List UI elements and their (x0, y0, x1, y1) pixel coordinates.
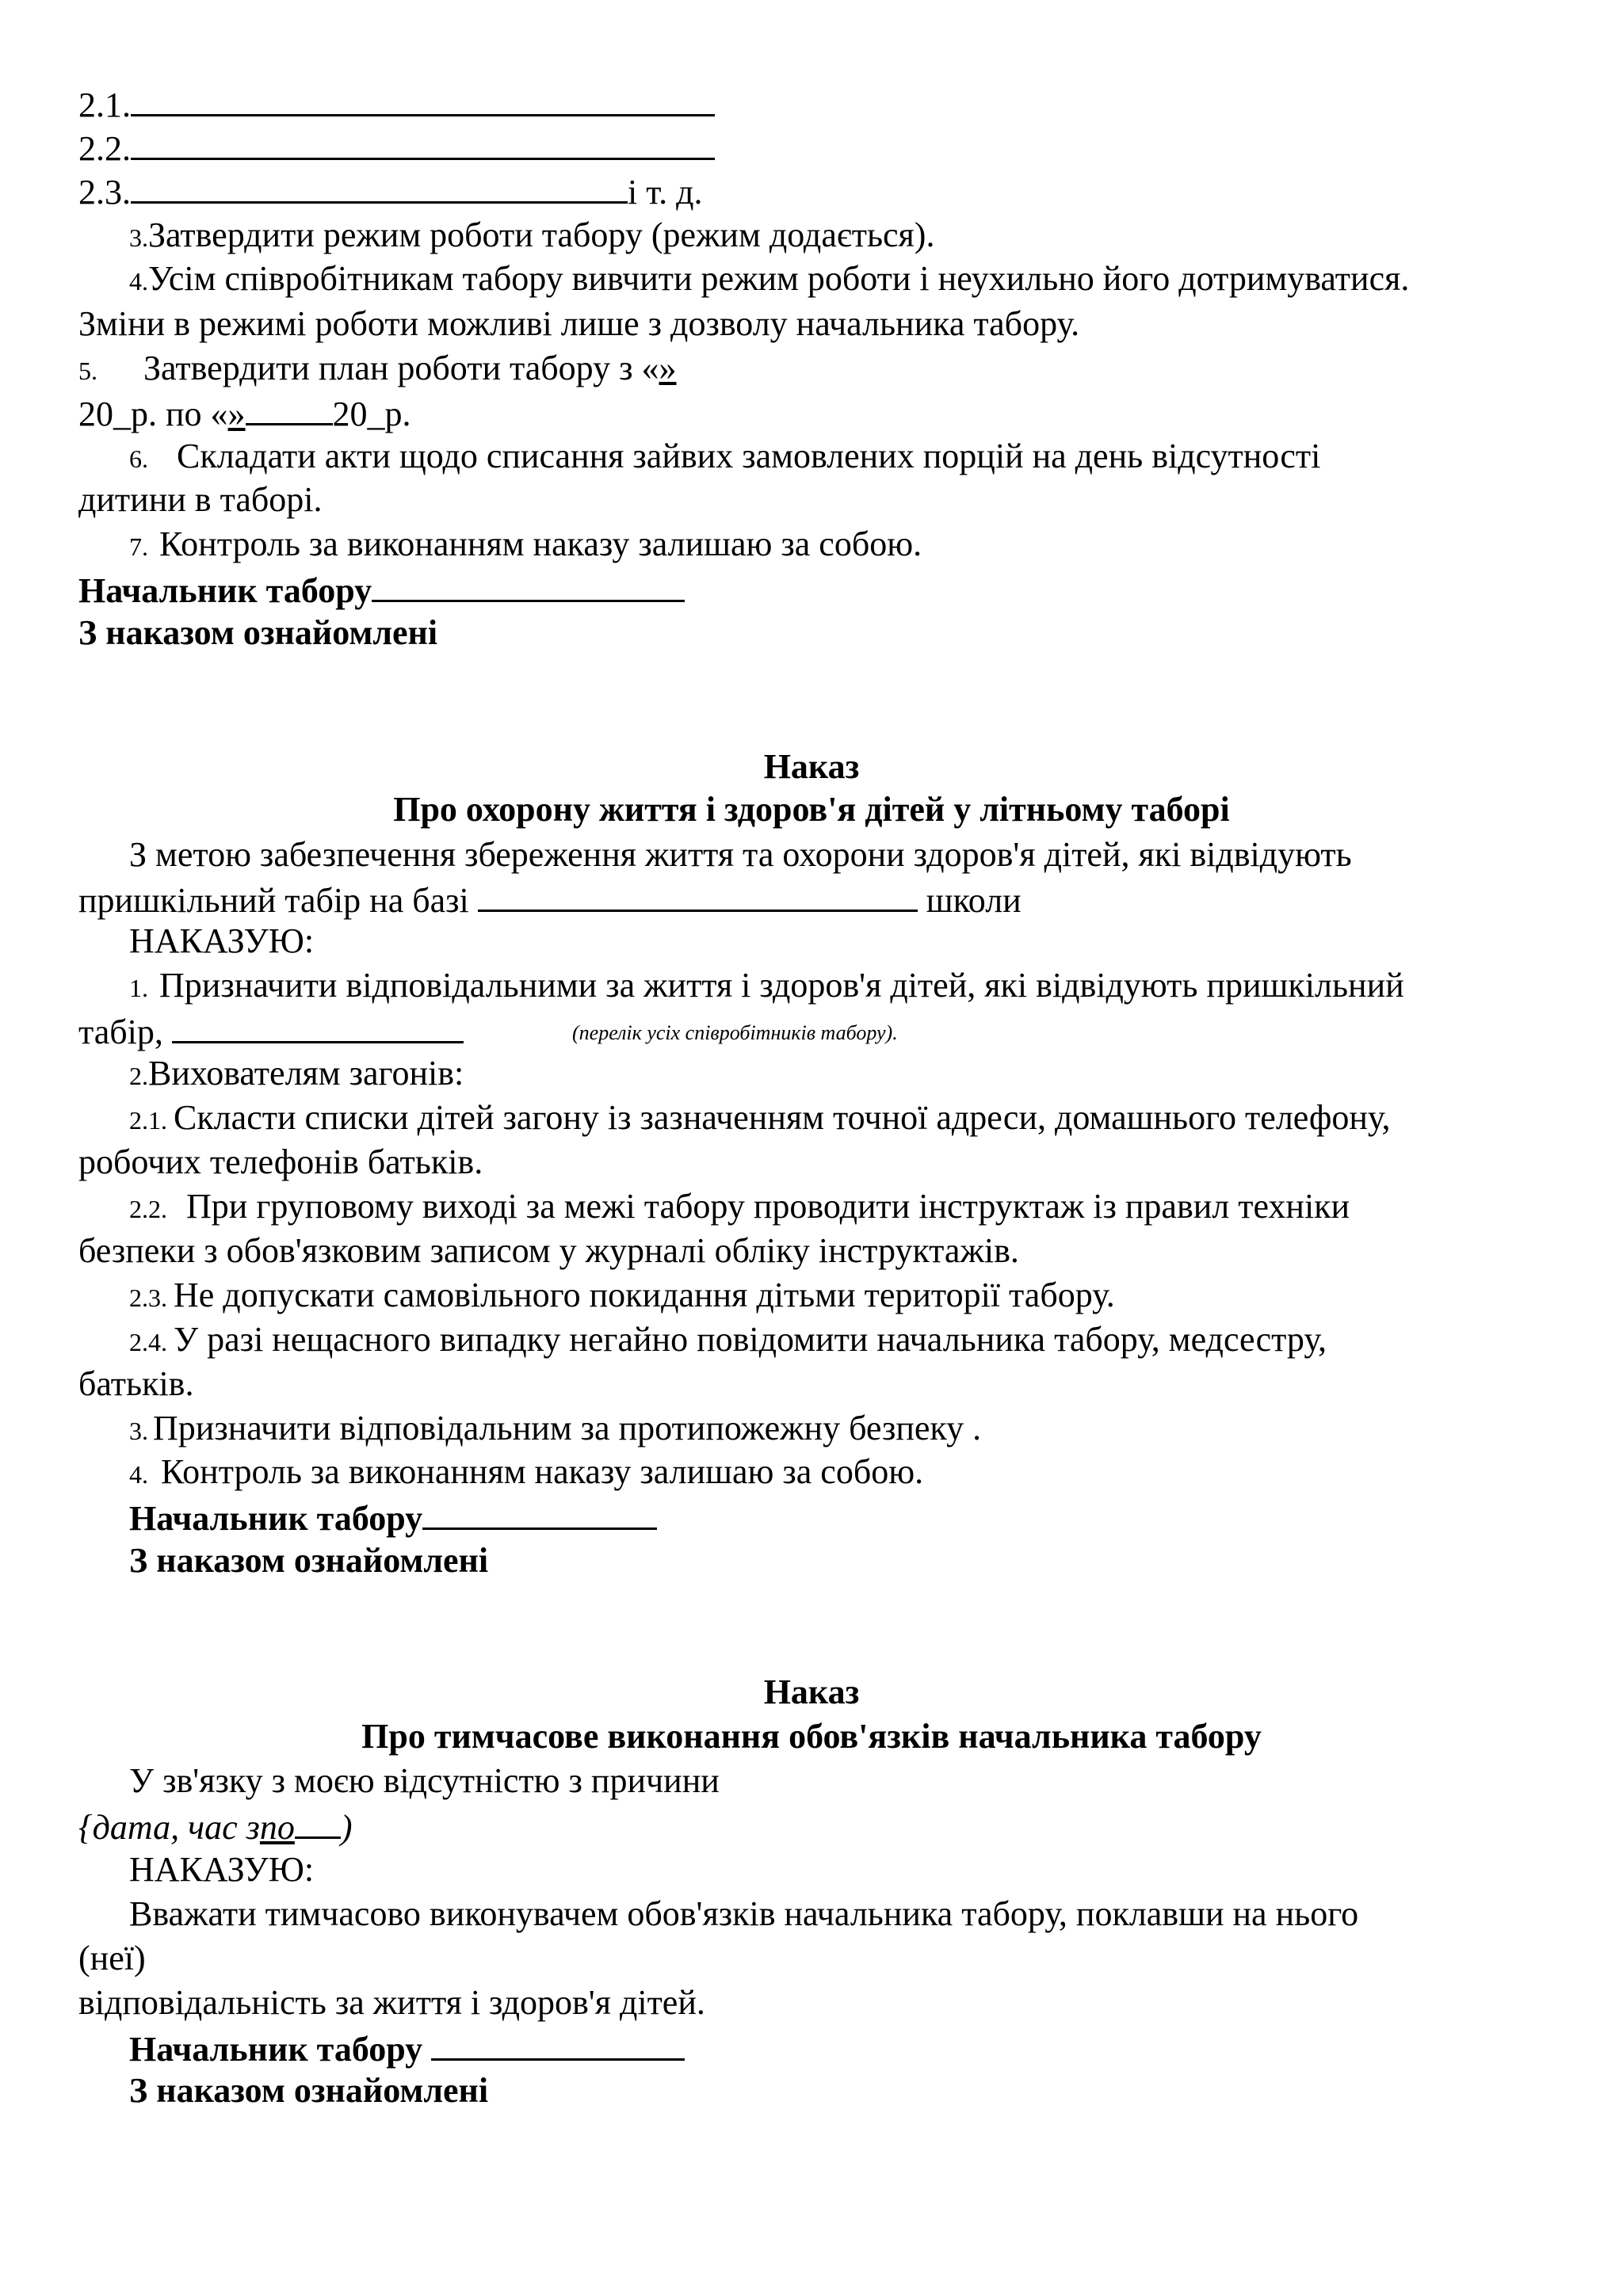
o2-item-2-4: 2.4. У разі нещасного випадку негайно повідомити начальника табору, медсестру, (129, 1320, 1327, 1359)
order-title: Наказ (763, 747, 860, 786)
item-5: 5. Затвердити план роботи табору з «» (78, 349, 677, 387)
acknowledged-label: З наказом ознайомлені (78, 613, 438, 652)
acknowledged-label: З наказом ознайомлені (129, 2071, 489, 2110)
o2-item-1-cont: табір, (78, 1013, 464, 1050)
blank-field[interactable] (131, 86, 715, 116)
item-3: 3.Затвердити режим роботи табору (режим додається). (129, 215, 935, 254)
order-word: НАКАЗУЮ: (129, 921, 315, 960)
item-6: 6. Складати акти щодо списання зайвих замовлених порцій на день відсутності (129, 437, 1321, 475)
signature-head: Начальник табору (129, 1499, 657, 1536)
o2-item-2-1-cont: робочих телефонів батьків. (78, 1142, 483, 1181)
o2-item-2-2: 2.2. При груповому виході за межі табору проводити інструктаж із правил техніки (129, 1187, 1350, 1226)
item-2-3: 2.3. і т. д. (78, 173, 703, 212)
item-2-1: 2.1. (78, 86, 715, 123)
intro-line-cont: пришкільний табір на базі школи (78, 881, 1022, 920)
o2-item-3: 3. Призначити відповідальним за протипожежну безпеку . (129, 1409, 982, 1447)
order-word: НАКАЗУЮ: (129, 1850, 315, 1889)
blank-field[interactable] (131, 129, 715, 160)
signature-head: Начальник табору (78, 571, 685, 608)
o2-item-2-2-cont: безпеки з обов'язковим записом у журналі обліку інструктажів. (78, 1231, 1019, 1270)
item-4-cont: Зміни в режимі роботи можливі лише з дозволу начальника табору. (78, 304, 1080, 343)
o2-item-2-3: 2.3. Не допускати самовільного покидання дітьми території табору. (129, 1276, 1115, 1314)
o2-item-2-1: 2.1. Скласти списки дітей загону із зазначенням точної адреси, домашнього телефону, (129, 1098, 1391, 1137)
signature-line[interactable] (372, 571, 685, 602)
signature-line[interactable] (431, 2030, 685, 2061)
staff-field[interactable] (172, 1013, 464, 1043)
item-2-2: 2.2. (78, 129, 715, 166)
order-subtitle: Про охорону життя і здоров'я дітей у літньому таборі (393, 790, 1230, 829)
o2-item-1: 1. Призначити відповідальними за життя і здоров'я дітей, які відвідують пришкільний (129, 966, 1404, 1005)
date-time-line: {дата, час зпо ) (78, 1808, 353, 1847)
order-title: Наказ (763, 1672, 860, 1711)
school-field[interactable] (478, 881, 918, 912)
blank-field[interactable] (131, 173, 628, 204)
date-field[interactable] (295, 1808, 341, 1839)
o2-item-2: 2.Вихователям загонів: (129, 1054, 464, 1093)
staff-note: (перелік усіх співробітників табору). (572, 1021, 898, 1044)
intro-line: З метою забезпечення збереження життя та охорони здоров'я дітей, які відвідують (129, 835, 1352, 874)
o3-text-cont: (неї) (78, 1939, 146, 1978)
o2-item-4: 4. Контроль за виконанням наказу залишаю за собою. (129, 1452, 924, 1491)
blank-field[interactable] (246, 395, 333, 425)
item-6-cont: дитини в таборі. (78, 480, 323, 519)
o2-item-2-4-cont: батьків. (78, 1364, 194, 1403)
intro-line: У зв'язку з моєю відсутністю з причини (129, 1761, 720, 1800)
o3-text-cont: відповідальність за життя і здоров'я дітей. (78, 1983, 705, 2022)
o3-text: Вважати тимчасово виконувачем обов'язків начальника табору, поклавши на нього (129, 1894, 1359, 1933)
signature-line[interactable] (422, 1499, 657, 1530)
order-subtitle: Про тимчасове виконання обов'язків начальника табору (361, 1717, 1262, 1756)
item-4: 4.Усім співробітникам табору вивчити режим роботи і неухильно його дотримуватися. (129, 259, 1410, 298)
item-5-cont: 20_р. по «» 20_р. (78, 395, 411, 433)
item-7: 7. Контроль за виконанням наказу залишаю за собою. (129, 524, 922, 563)
signature-head: Начальник табору (129, 2030, 685, 2067)
acknowledged-label: З наказом ознайомлені (129, 1541, 489, 1580)
